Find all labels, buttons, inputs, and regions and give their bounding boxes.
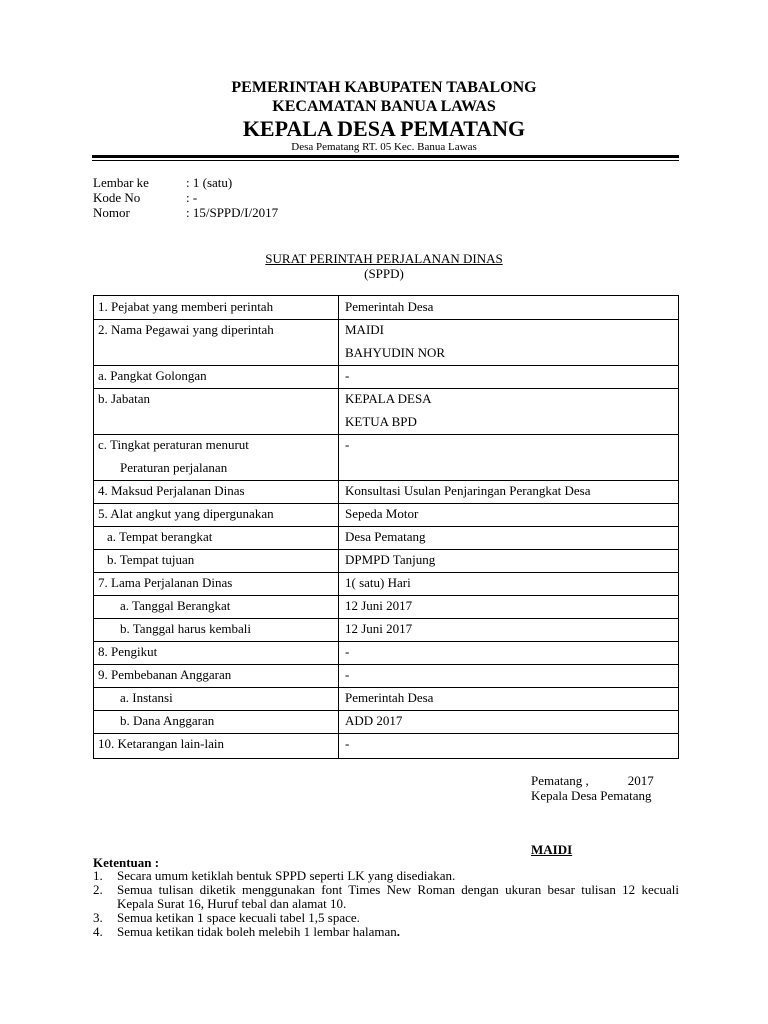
signature-position: Kepala Desa Pematang xyxy=(531,788,652,803)
note-item: 4. Semua ketikan tidak boleh melebih 1 lembar halaman. xyxy=(93,924,401,939)
row17-label: 10. Ketarangan lain-lain xyxy=(98,736,224,751)
row3-value: - xyxy=(345,368,350,383)
table-row-divider xyxy=(94,687,678,688)
note-item: 2. Semua tulisan diketik menggunakan font Times New Roman dengan ukuran besar tulisan 12 kecuali Kepala Surat 16, Huruf tebal dan alamat 10. xyxy=(93,882,679,911)
row5-label-2: Peraturan perjalanan xyxy=(120,460,228,475)
row9-label: b. Tempat tujuan xyxy=(107,552,195,567)
row12-value: 12 Juni 2017 xyxy=(345,621,413,636)
header-address: Desa Pematang RT. 05 Kec. Banua Lawas xyxy=(291,141,477,153)
row16-value: ADD 2017 xyxy=(345,713,403,728)
row1-label: 1. Pejabat yang memberi perintah xyxy=(98,299,274,314)
table-row-divider xyxy=(94,319,678,320)
meta-kode-label: Kode No xyxy=(93,190,141,205)
row10-value: 1( satu) Hari xyxy=(345,575,411,590)
note-item: 1. Secara umum ketiklah bentuk SPPD seperti LK yang disediakan. xyxy=(93,868,456,883)
row8-value: Desa Pematang xyxy=(345,529,426,544)
meta-kode-value: : - xyxy=(186,190,198,205)
row2-value-2: BAHYUDIN NOR xyxy=(345,345,446,360)
row3-label: a. Pangkat Golongan xyxy=(98,368,207,383)
row17-value: - xyxy=(345,736,350,751)
sppd-table xyxy=(93,295,679,759)
row2-value-1: MAIDI xyxy=(345,322,384,337)
row14-label: 9. Pembebanan Anggaran xyxy=(98,667,232,682)
table-row-divider xyxy=(94,503,678,504)
row10-label: 7. Lama Perjalanan Dinas xyxy=(98,575,233,590)
meta-lembar-value: : 1 (satu) xyxy=(186,175,233,190)
row13-value: - xyxy=(345,644,350,659)
table-row-divider xyxy=(94,388,678,389)
row11-value: 12 Juni 2017 xyxy=(345,598,413,613)
row14-value: - xyxy=(345,667,350,682)
table-row-divider xyxy=(94,641,678,642)
notes-title: Ketentuan : xyxy=(93,855,160,870)
meta-nomor-value: : 15/SPPD/I/2017 xyxy=(186,205,279,220)
note-item: 3. Semua ketikan 1 space kecuali tabel 1,5 space. xyxy=(93,910,360,925)
row4-value-1: KEPALA DESA xyxy=(345,391,432,406)
table-row-divider xyxy=(94,733,678,734)
row4-label: b. Jabatan xyxy=(98,391,150,406)
row16-label: b. Dana Anggaran xyxy=(120,713,215,728)
row11-label: a. Tanggal Berangkat xyxy=(120,598,231,613)
table-row-divider xyxy=(94,595,678,596)
header-divider-thin xyxy=(92,160,679,161)
signature-name: MAIDI xyxy=(531,842,573,857)
row5-label-1: c. Tingkat peraturan menurut xyxy=(98,437,249,452)
document-title: SURAT PERINTAH PERJALANAN DINAS xyxy=(265,251,503,266)
table-row-divider xyxy=(94,618,678,619)
row2-label: 2. Nama Pegawai yang diperintah xyxy=(98,322,274,337)
table-row-divider xyxy=(94,365,678,366)
notes-list xyxy=(93,869,679,939)
signature-place-date: Pematang , 2017 xyxy=(531,773,654,788)
table-row-divider xyxy=(94,572,678,573)
row15-value: Pemerintah Desa xyxy=(345,690,434,705)
table-row-divider xyxy=(94,549,678,550)
row13-label: 8. Pengikut xyxy=(98,644,158,659)
row7-label: 5. Alat angkut yang dipergunakan xyxy=(98,506,274,521)
header-district: KECAMATAN BANUA LAWAS xyxy=(272,98,496,115)
header-divider-thick xyxy=(92,155,679,158)
row15-label: a. Instansi xyxy=(120,690,173,705)
row4-value-2: KETUA BPD xyxy=(345,414,417,429)
meta-lembar-label: Lembar ke xyxy=(93,175,149,190)
row9-value: DPMPD Tanjung xyxy=(345,552,436,567)
row7-value: Sepeda Motor xyxy=(345,506,419,521)
row6-label: 4. Maksud Perjalanan Dinas xyxy=(98,483,245,498)
row8-label: a. Tempat berangkat xyxy=(107,529,213,544)
table-row-divider xyxy=(94,480,678,481)
meta-nomor-label: Nomor xyxy=(93,205,130,220)
table-row-divider xyxy=(94,664,678,665)
row6-value: Konsultasi Usulan Penjaringan Perangkat Desa xyxy=(345,483,591,498)
document-subtitle: (SPPD) xyxy=(364,266,404,281)
table-row-divider xyxy=(94,526,678,527)
header-village-head: KEPALA DESA PEMATANG xyxy=(242,116,526,141)
table-row-divider xyxy=(94,710,678,711)
row1-value: Pemerintah Desa xyxy=(345,299,434,314)
header-government: PEMERINTAH KABUPATEN TABALONG xyxy=(231,79,537,96)
row12-label: b. Tanggal harus kembali xyxy=(120,621,251,636)
row5-value: - xyxy=(345,437,350,452)
table-row-divider xyxy=(94,434,678,435)
